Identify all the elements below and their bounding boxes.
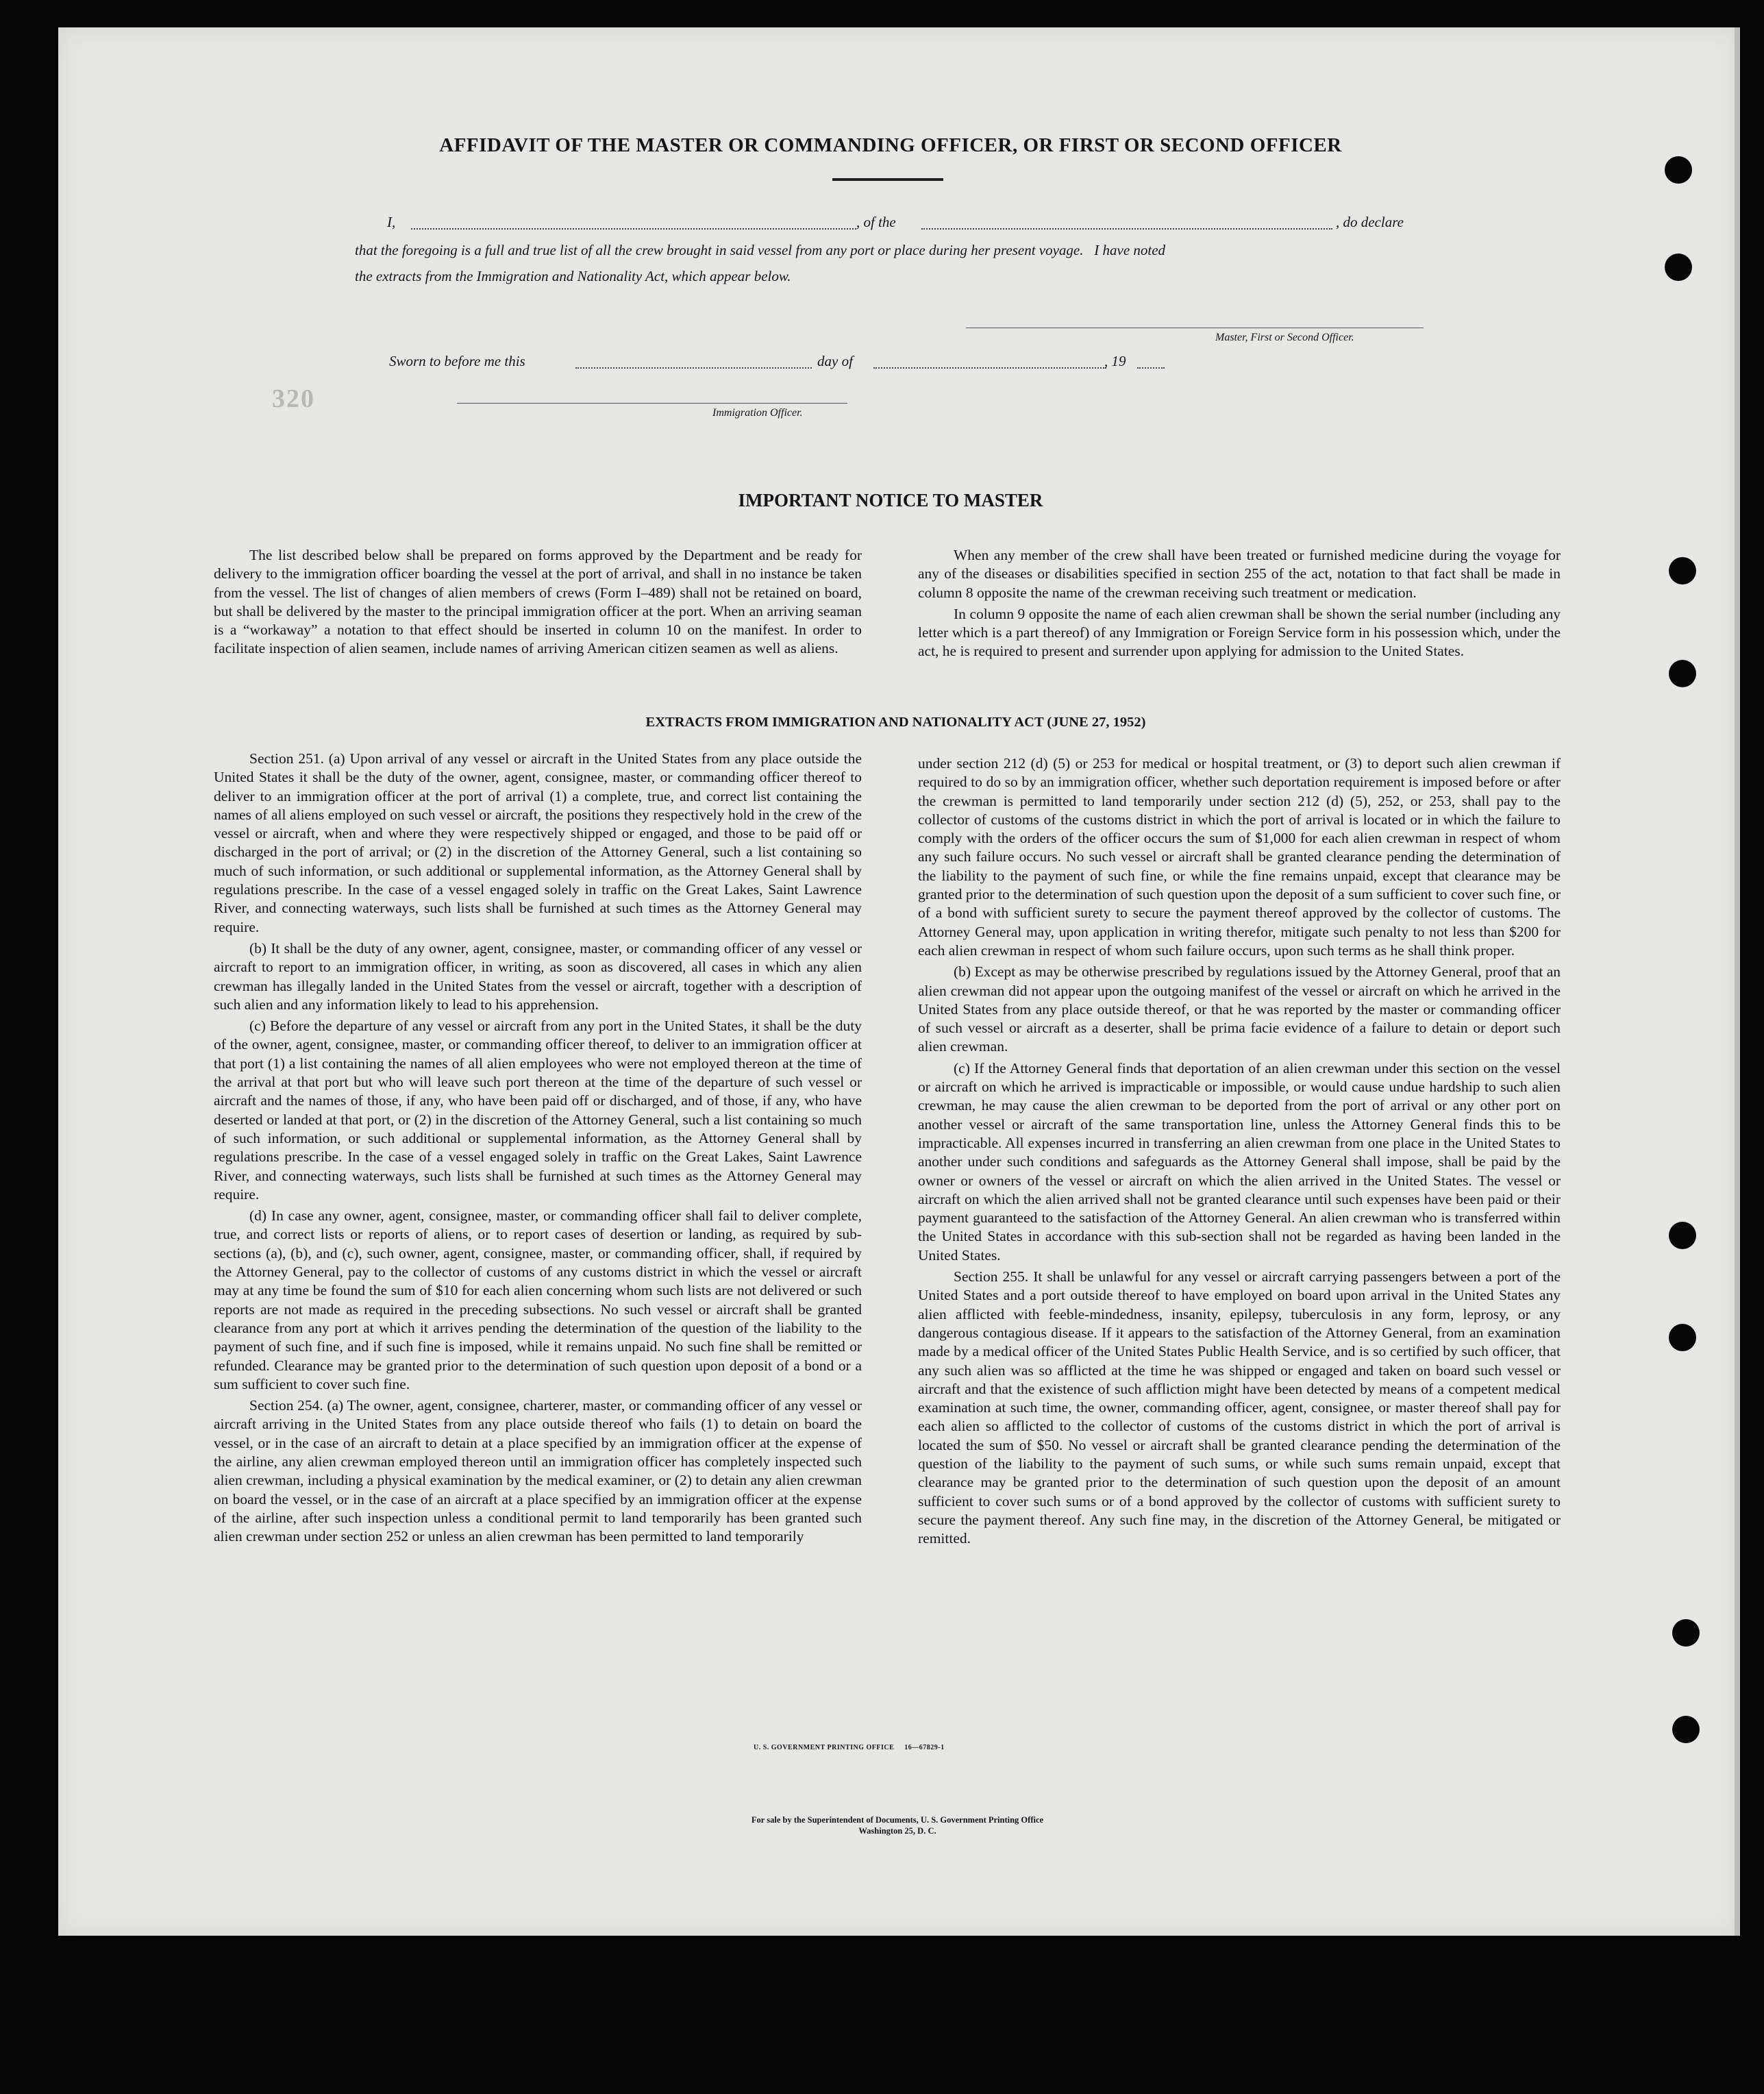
punch-hole — [1669, 557, 1696, 584]
extracts-title: EXTRACTS FROM IMMIGRATION AND NATIONALITY ACT (JUNE 27, 1952) — [645, 715, 1146, 730]
extracts-left-column — [214, 750, 862, 1549]
punch-hole — [1665, 254, 1692, 281]
section-251-d: (d) In case any owner, agent, consignee, master, or commanding officer shall fail to deliver complete, true, and correct lists or reports of aliens, or to report cases of desertion or landing, as required by sub-sections (a), (b), and (c), such owner, agent, consignee, master, or commanding officer, shall, if required by the Attorney General, pay to the collector of customs of any customs district in which the vessel or aircraft may at any time be found the sum of $10 for each alien concerning whom such lists are not delivered or such reports are not made as required in the preceding subsections. No such vessel or aircraft shall be granted clearance from any port at which it arrives pending the determination of the question of the liability to the payment of such fine, and if such fine is imposed, while it remains unpaid. No such fine shall be remitted or refunded. Clearance may be granted prior to the determination of such question upon deposit of a bond or a sum sufficient to cover such fine. — [214, 1207, 862, 1392]
year-prefix: , 19 — [1104, 353, 1126, 369]
day-of-label: day of — [817, 353, 853, 369]
sale-notice — [0, 1814, 1764, 1836]
affidavit-title: AFFIDAVIT OF THE MASTER OR COMMANDING OFFICER, OR FIRST OR SECOND OFFICER — [439, 134, 1342, 156]
officer-caption: Immigration Officer. — [712, 407, 803, 419]
section-251-b: (b) It shall be the duty of any owner, agent, consignee, master, or commanding officer of any vessel or aircraft to report to an immigration officer, in writing, as soon as discovered, all cases in which any alien crewman has illegally landed in the United States from the vessel or aircraft, together with a description of such alien and any information likely to lead to his apprehension. — [214, 939, 862, 1013]
statement-line-1: that the foregoing is a full and true list of all the crew brought in said vessel from any port or place during her present voyage. I have noted — [355, 242, 1166, 258]
punch-hole — [1669, 660, 1696, 687]
punch-hole — [1672, 1619, 1700, 1647]
notice-right-paragraph-1: When any member of the crew shall have been treated or furnished medicine during the voyage for any of the diseases or disabilities specified in section 255 of the act, notation to that fact shall be made in column 8 opposite the name of the crewman receiving such treatment or medication. — [918, 547, 1561, 601]
punch-hole — [1669, 1222, 1696, 1249]
extracts-right-column — [918, 754, 1561, 1551]
section-251-c: (c) Before the departure of any vessel or aircraft from any port in the United States, it shall be the duty of the owner, agent, consignee, master, or commanding officer thereof, to deliver to an immigration officer at that port (1) a list containing the names of all alien employees who were not employed thereon at the time of the arrival at that port but who will leave such port thereon at the time of the departure of such vessel or aircraft and the names of those, if any, who have been paid off or discharged, and of those, if any, who have deserted or landed at that port, or (2) in the discretion of the Attorney General, such a list containing so much of such information, or such additional or supplemental information, as the Attorney General shall by regulations prescribe. In the case of a vessel engaged solely in traffic on the Great Lakes, Saint Lawrence River, and connecting waterways, such lists shall be furnished at such times as the Attorney General may require. — [214, 1018, 862, 1203]
sworn-label: Sworn to before me this — [389, 353, 525, 369]
section-255: Section 255. It shall be unlawful for any vessel or aircraft carrying passengers between a port of the United States and a port outside thereof to have employed on board upon arrival in the United States any alien afflicted with feeble-mindedness, insanity, epilepsy, tuberculosis in any form, leprosy, or any dangerous contagious disease. If it appears to the satisfaction of the Attorney General, from an examination made by a medical officer of the United States Public Health Service, and is so certified by such officer, that any such alien was so afflicted at the time he was shipped or engaged and taken on board such vessel or aircraft and that the existence of such affliction might have been detected by means of a competent medical examination at such time, the owner, commanding officer, agent, consignee, or master thereof shall pay for each alien so afflicted to the collector of customs of the customs district in which the port of arrival is located the sum of $50. No vessel or aircraft shall be granted clearance pending the determination of the question of the liability to the payment of such sums, or while such sums remain unpaid, except that clearance may be granted prior to the determination of such question upon the deposit of an amount sufficient to cover such sums or of a bond approved by the collector of customs with sufficient surety to secure the payment thereof. Any such fine may, in the discretion of the Attorney General, be mitigated or remitted. — [918, 1268, 1561, 1547]
punch-hole — [1672, 1716, 1700, 1743]
sworn-month-blank[interactable] — [873, 367, 1106, 369]
section-254-c: (c) If the Attorney General finds that deportation of an alien crewman under this section on the vessel or aircraft on which he arrived is impracticable or impossible, or would cause undue hardship to such alien crewman, he may cause the alien crewman to be deported from the port of arrival or any other port on another vessel or aircraft of the same transportation line, unless the Attorney General finds this to be impracticable. All expenses incurred in transferring an alien crewman from one place in the United States to another under such conditions and safeguards as the Attorney General shall impose, shall be paid by the owner or owners of the vessel or aircraft on which the alien arrived in the United States. The vessel or aircraft on which the alien arrived shall not be granted clearance until such expenses have been paid or their payment guaranteed to the satisfaction of the Attorney General. An alien crewman who is transferred within the United States in accordance with this sub-section shall not be regarded as having been landed in the United States. — [918, 1059, 1561, 1264]
vessel-blank[interactable] — [921, 228, 1332, 230]
notice-right-paragraph-2: In column 9 opposite the name of each alien crewman shall be shown the serial number (including any letter which is a part thereof) of any Immigration or Foreign Service form in his possession which, under the act, he is required to present and surrender upon applying for admission to the United States. — [918, 605, 1561, 660]
notice-left-column — [214, 546, 862, 661]
master-caption: Master, First or Second Officer. — [1215, 332, 1354, 343]
gpo-imprint: U. S. GOVERNMENT PRINTING OFFICE 16—67829-1 — [754, 1744, 945, 1751]
affidavit-i-label: I, — [387, 214, 396, 230]
name-blank[interactable] — [411, 228, 856, 230]
notice-title: IMPORTANT NOTICE TO MASTER — [738, 490, 1043, 510]
notice-right-column — [918, 546, 1561, 664]
sale-line-1: For sale by the Superintendent of Documents, U. S. Government Printing Office — [751, 1815, 1044, 1825]
officer-signature-line[interactable] — [457, 403, 847, 404]
statement-line-2: the extracts from the Immigration and Nationality Act, which appear below. — [355, 268, 791, 284]
punch-hole — [1669, 1324, 1696, 1351]
punch-hole — [1665, 156, 1692, 184]
sale-line-2: Washington 25, D. C. — [858, 1826, 936, 1836]
of-the-label: , of the — [856, 214, 896, 230]
sworn-year-blank[interactable] — [1137, 367, 1165, 369]
section-254-b: (b) Except as may be otherwise prescribed by regulations issued by the Attorney General, proof that an alien crewman did not appear upon the outgoing manifest of the vessel or aircraft on which he arrived in the United States from any place outside thereof, or that he was reported by the master or commanding officer of such vessel or aircraft as a deserter, shall be prima facie evidence of a failure to detain or deport such alien crewman. — [918, 963, 1561, 1055]
section-251-a: Section 251. (a) Upon arrival of any vessel or aircraft in the United States from any place outside the United States it shall be the duty of the owner, agent, consignee, master, or commanding officer thereof to deliver to an immigration officer at the port of arrival (1) a complete, true, and correct list containing the names of all aliens employed on such vessel or aircraft, the positions they respectively hold in the crew of the vessel or aircraft, when and where they were respectively shipped or engaged, and those to be paid off or discharged in the port of arrival; or (2) in the discretion of the Attorney General, such a list containing so much of such information, or such additional or supplemental information, as the Attorney General shall by regulations prescribe. In the case of a vessel engaged solely in traffic on the Great Lakes, Saint Lawrence River, and connecting waterways, such lists shall be furnished at such times as the Attorney General may require. — [214, 750, 862, 935]
page-edge — [1735, 27, 1740, 1936]
notice-left-paragraph: The list described below shall be prepared on forms approved by the Department and be ready for delivery to the immigration officer boarding the vessel at the port of arrival, and shall in no instance be taken from the vessel. The list of changes of alien members of crews (Form I–489) shall not be retained on board, but shall be delivered by the master to the principal immigration officer at the port. When an arriving seaman is a “workaway” a notation to that effect should be inserted in column 10 on the manifest. In order to facilitate inspection of alien seamen, include names of arriving American citizen seamen as well as aliens. — [214, 547, 862, 657]
section-254-a-continued: under section 212 (d) (5) or 253 for medical or hospital treatment, or (3) to deport such alien crewman if required to do so by an immigration officer, whether such deportation requirement is imposed before or after the crewman is permitted to land temporarily under section 212 (d) (5), 252, or 253, shall pay to the collector of customs of the customs district in which the port of arrival is located or in which the failure to comply with the orders of the officer occurs the sum of $1,000 for each alien crewman in respect of whom any such failure occurs. No such vessel or aircraft shall be granted clearance pending the determination of the liability to the payment of such fine, or while the fine remains unpaid, except that clearance may be granted prior to the determination of such question upon the deposit of a sum sufficient to cover such fine, or of a bond with sufficient surety to secure the payment thereof approved by the collector of customs. The Attorney General may, upon application in writing therefor, mitigate such penalty to not less than $200 for each alien crewman in respect of whom such failure occurs, upon such terms as he shall think proper. — [918, 755, 1561, 959]
faint-stamp: 320 — [272, 384, 315, 413]
title-rule — [832, 178, 943, 181]
declare-label: , do declare — [1336, 214, 1404, 230]
section-254-a: Section 254. (a) The owner, agent, consignee, charterer, master, or commanding officer of any vessel or aircraft arriving in the United States from any place outside thereof who fails (1) to detain on board the vessel, or in the case of an aircraft to detain at a place specified by an immigration officer at the expense of the airline, any alien crewman employed thereon until an immigration officer has completely inspected such alien crewman, including a physical examination by the medical examiner, or (2) to detain any alien crewman on board the vessel, or in the case of an aircraft at a place specified by an immigration officer at the expense of the airline, after such inspection unless a conditional permit to land temporarily has been granted such alien crewman under section 252 or unless an alien crewman has been permitted to land temporarily — [214, 1397, 862, 1545]
sworn-day-blank[interactable] — [575, 367, 812, 369]
